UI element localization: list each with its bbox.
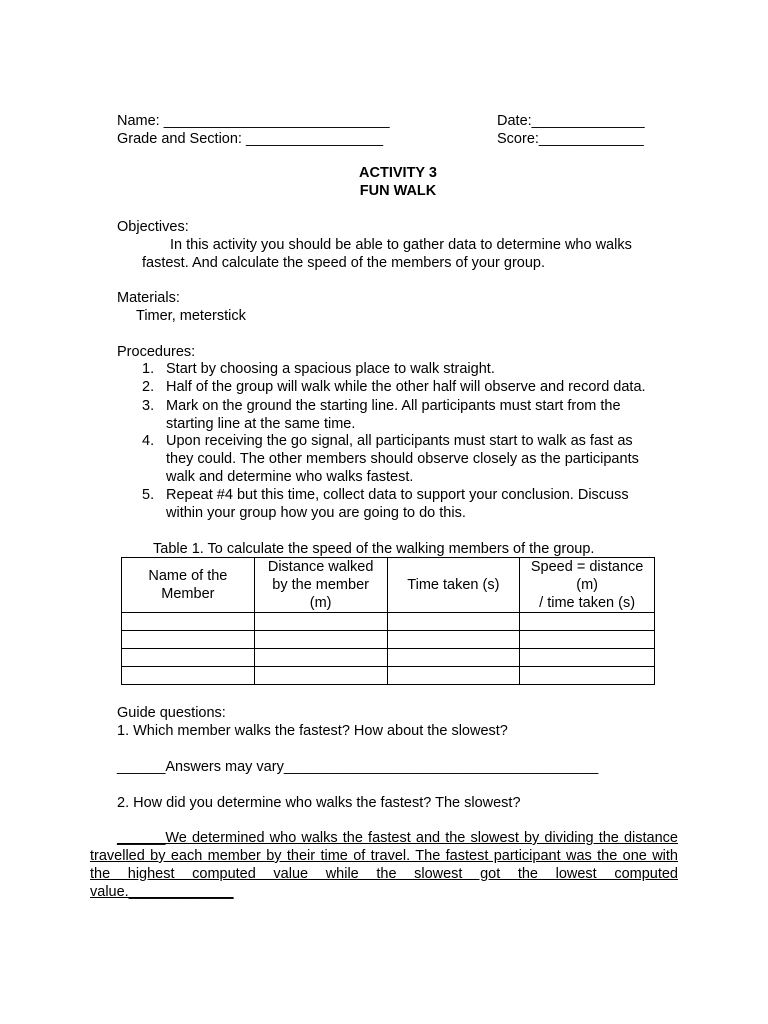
activity-number: ACTIVITY 3 <box>359 165 437 181</box>
table-cell <box>520 631 655 649</box>
procedure-text: Repeat #4 but this time, collect data to support your conclusion. Discuss <box>166 487 629 503</box>
procedure-number: 4. <box>142 433 155 449</box>
table-cell <box>122 667 255 685</box>
procedure-text: starting line at the same time. <box>166 416 356 432</box>
header-line: Distance walked <box>267 559 374 575</box>
header-line: / time taken (s) <box>539 595 636 611</box>
table-cell <box>387 649 520 667</box>
question-1: 1. Which member walks the fastest? How about the slowest? <box>117 723 508 739</box>
answer-2-line: travelled by each member by their time of travel. The fastest participant was the one with <box>90 848 678 864</box>
procedure-text: Upon receiving the go signal, all participants must start to walk as fast as <box>166 433 633 449</box>
procedure-number: 3. <box>142 398 155 414</box>
table-caption: Table 1. To calculate the speed of the walking members of the group. <box>153 541 595 557</box>
table-cell <box>520 649 655 667</box>
name-field: Name: ____________________________ <box>117 113 390 129</box>
header-line: (m) <box>309 595 332 611</box>
table-cell <box>122 631 255 649</box>
materials-heading: Materials: <box>117 290 180 306</box>
procedure-text: Half of the group will walk while the other half will observe and record data. <box>166 379 646 395</box>
header-line: Member <box>161 586 215 602</box>
answer-2-line: value._____________ <box>90 884 234 900</box>
table-header-row <box>122 558 655 613</box>
table-cell <box>387 667 520 685</box>
table-cell <box>254 649 387 667</box>
objectives-text-line2: fastest. And calculate the speed of the members of your group. <box>142 255 546 271</box>
column-header-distance <box>254 558 387 613</box>
guide-heading: Guide questions: <box>117 705 226 721</box>
header-line: Name of the <box>148 568 228 584</box>
procedure-text: within your group how you are going to do this. <box>166 505 466 521</box>
grade-section-field: Grade and Section: _________________ <box>117 131 384 147</box>
procedure-text: Mark on the ground the starting line. All participants must start from the <box>166 398 621 414</box>
table-cell <box>122 613 255 631</box>
speed-table <box>121 557 655 685</box>
score-field: Score:_____________ <box>497 131 644 147</box>
procedure-number: 2. <box>142 379 155 395</box>
answer-1: ______Answers may vary_______________________________________ <box>117 759 599 775</box>
table-row <box>122 649 655 667</box>
column-header-speed <box>520 558 655 613</box>
procedure-number: 5. <box>142 487 155 503</box>
answer-2-line: ______We determined who walks the fastest and the slowest by dividing the distance <box>117 830 678 846</box>
procedure-text: they could. The other members should observe closely as the participants <box>166 451 639 467</box>
date-field: Date:______________ <box>497 113 645 129</box>
table-row <box>122 613 655 631</box>
activity-title: FUN WALK <box>359 183 437 199</box>
question-2: 2. How did you determine who walks the fastest? The slowest? <box>117 795 521 811</box>
table-cell <box>254 613 387 631</box>
header-line: (m) <box>576 577 598 593</box>
table-cell <box>254 631 387 649</box>
table-row <box>122 631 655 649</box>
table-cell <box>387 631 520 649</box>
objectives-heading: Objectives: <box>117 219 189 235</box>
procedure-text: walk and determine who walks fastest. <box>166 469 414 485</box>
column-header-time <box>387 558 520 613</box>
answer-2-line: the highest computed value while the slowest got the lowest computed <box>90 866 678 882</box>
header-line: by the member <box>272 577 369 593</box>
table-row <box>122 667 655 685</box>
materials-text: Timer, meterstick <box>136 308 246 324</box>
table-cell <box>254 667 387 685</box>
procedures-heading: Procedures: <box>117 344 196 360</box>
column-header-name <box>122 558 255 613</box>
header-line: Speed = distance <box>530 559 644 575</box>
header-line: Time taken (s) <box>407 577 500 593</box>
procedure-number: 1. <box>142 361 155 377</box>
table-cell <box>387 613 520 631</box>
table-cell <box>520 613 655 631</box>
procedure-text: Start by choosing a spacious place to walk straight. <box>166 361 495 377</box>
table-cell <box>520 667 655 685</box>
table-cell <box>122 649 255 667</box>
objectives-text-line1: In this activity you should be able to gather data to determine who walks <box>170 237 632 253</box>
